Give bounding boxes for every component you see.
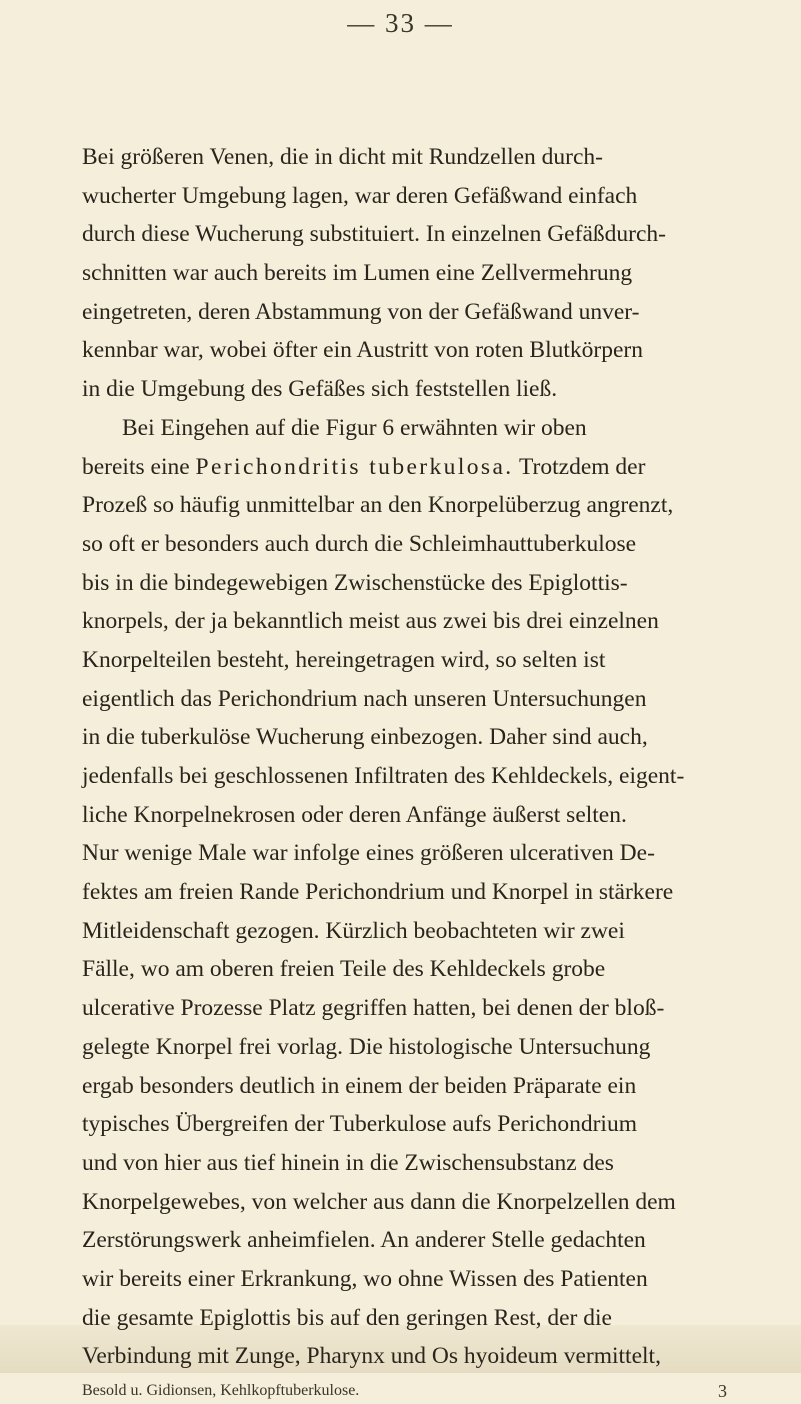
text-line: bis in die bindegewebigen Zwischenstücke des Epiglottis- [82,569,628,596]
text-line: fektes am freien Rande Perichondrium und Knorpel in stärkere [82,879,674,906]
text-fragment: bereits eine [82,453,196,480]
text-line: Zerstörungswerk anheimfielen. An anderer Stelle gedachten [82,1227,646,1254]
text-line: schnitten war auch bereits im Lumen eine Zellvermehrung [82,260,633,287]
page-number: — 33 — [347,8,454,38]
text-line: kennbar war, wobei öfter ein Austritt von roten Blutkörpern [82,337,643,364]
text-line: durch diese Wucherung substituiert. In einzelnen Gefäßdurch- [82,221,666,248]
text-line: eigentlich das Perichondrium nach unseren Untersuchungen [82,685,647,712]
text-line: typisches Übergreifen der Tuberkulose aufs Perichondrium [82,1111,637,1138]
text-line: Fälle, wo am oberen freien Teile des Kehldeckels grobe [82,956,606,983]
text-line: Nur wenige Male war infolge eines größeren ulcerativen De- [82,840,655,867]
footer [82,1378,727,1404]
text-line: in die Umgebung des Gefäßes sich feststellen ließ. [82,376,558,403]
text-line: Verbindung mit Zunge, Pharynx und Os hyoideum vermittelt, [82,1343,661,1370]
text-line: jedenfalls bei geschlossenen Infiltraten des Kehldeckels, eigent- [82,763,685,789]
text-line: gelegte Knorpel frei vorlag. Die histologische Untersuchung [82,1033,651,1060]
text-line: eingetreten, deren Abstammung von der Gefäßwand unver- [82,298,640,325]
text-line: Knorpelgewebes, von welcher aus dann die Knorpelzellen dem [82,1188,676,1215]
body-text [82,138,727,1376]
text-line: knorpels, der ja bekanntlich meist aus zwei bis drei einzelnen [82,608,659,635]
footer-citation: Besold u. Gidionsen, Kehlkopftuberkulose. [82,1382,360,1399]
text-line: wucherter Umgebung lagen, war deren Gefäßwand einfach [82,182,638,209]
text-line: ergab besonders deutlich in einem der beiden Präparate ein [82,1072,637,1099]
text-fragment: Trotzdem der [513,453,646,480]
text-line [82,448,727,487]
text-line: Knorpelteilen besteht, hereingetragen wird, so selten ist [82,646,606,673]
text-line: liche Knorpelnekrosen oder deren Anfänge äußerst selten. [82,801,627,828]
text-line: Bei Eingehen auf die Figur 6 erwähnten wir oben [122,414,587,441]
emphasized-term: Perichondritis tuberkulosa. [195,453,514,480]
text-line: Prozeß so häufig unmittelbar an den Knorpelüberzug angrenzt, [82,492,674,519]
text-line: wir bereits einer Erkrankung, wo ohne Wissen des Patienten [82,1265,648,1292]
text-line: so oft er besonders auch durch die Schleimhauttuberkulose [82,530,637,557]
text-line: ulcerative Prozesse Platz gegriffen hatten, bei denen der bloß- [82,995,665,1022]
text-line: und von hier aus tief hinein in die Zwischensubstanz des [82,1149,614,1176]
text-line: Mitleidenschaft gezogen. Kürzlich beobachteten wir zwei [82,917,625,944]
text-line: die gesamte Epiglottis bis auf den geringen Rest, der die [82,1304,612,1331]
text-line: Bei größeren Venen, die in dicht mit Rundzellen durch- [82,144,603,170]
signature-mark: 3 [718,1381,727,1401]
text-line: in die tuberkulöse Wucherung einbezogen. Daher sind auch, [82,724,648,751]
